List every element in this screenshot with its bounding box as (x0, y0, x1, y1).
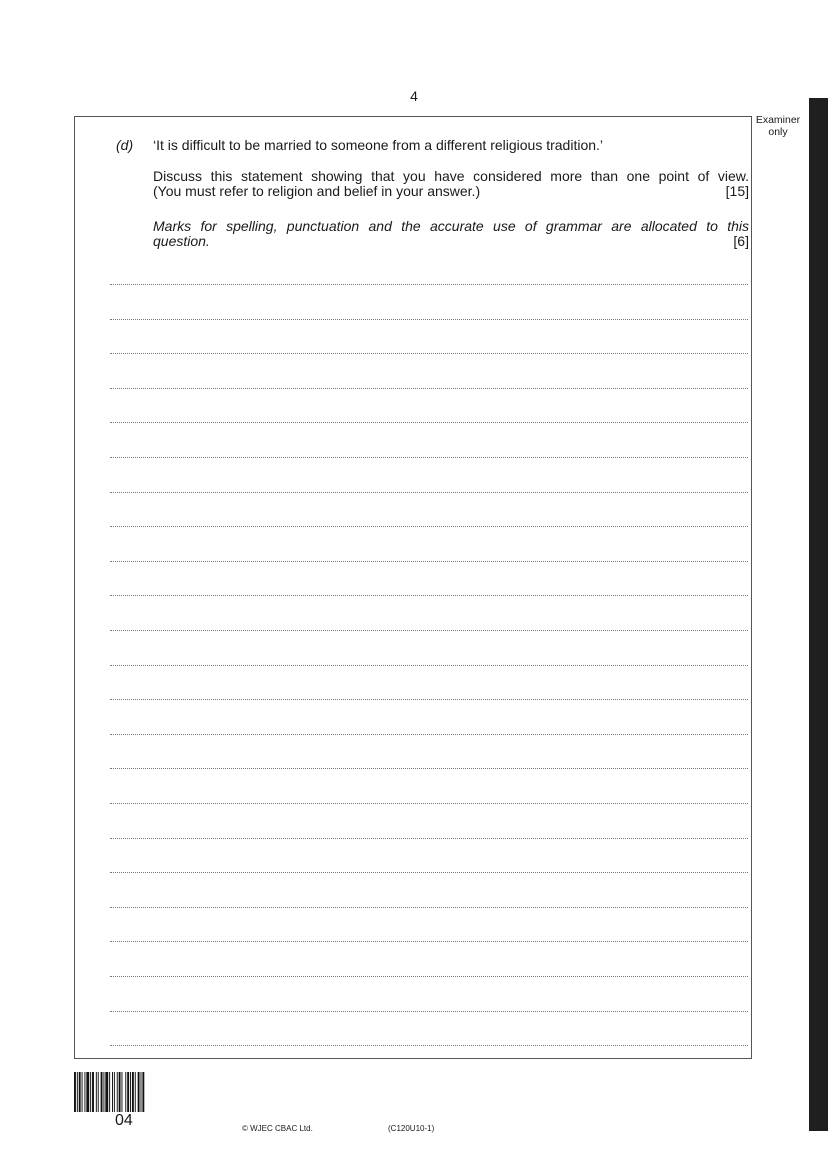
instruction-marks: [15] (725, 183, 749, 199)
barcode-bar (142, 1072, 144, 1112)
answer-line[interactable] (110, 838, 748, 839)
answer-line[interactable] (110, 526, 748, 527)
answer-line[interactable] (110, 976, 748, 977)
spag-marks: [6] (733, 233, 749, 249)
examiner-only-label: Examiner only (755, 114, 801, 138)
answer-line[interactable] (110, 561, 748, 562)
barcode-bar (130, 1072, 131, 1112)
answer-line[interactable] (110, 457, 748, 458)
barcode-bar (92, 1072, 94, 1112)
barcode-bar (117, 1072, 118, 1112)
barcode-icon (74, 1072, 174, 1112)
instruction-line-2: (You must refer to religion and belief in your answer.) (153, 183, 481, 199)
barcode-bar (105, 1072, 108, 1112)
barcode-bar (109, 1072, 110, 1112)
answer-line[interactable] (110, 665, 748, 666)
answer-line[interactable] (110, 284, 748, 285)
answer-lines[interactable] (110, 0, 748, 1171)
barcode-bar (90, 1072, 91, 1112)
barcode-bar (103, 1072, 104, 1112)
barcode-bar (86, 1072, 89, 1112)
barcode-bar (135, 1072, 136, 1112)
answer-line[interactable] (110, 353, 748, 354)
answer-line[interactable] (110, 1011, 748, 1012)
answer-line[interactable] (110, 699, 748, 700)
answer-line[interactable] (110, 734, 748, 735)
spag-line-1: Marks for spelling, punctuation and the accurate use of grammar are allocated to this (153, 218, 749, 234)
barcode-bar (127, 1072, 129, 1112)
barcode-bar (119, 1072, 121, 1112)
barcode-bar (101, 1072, 103, 1112)
barcode-bar (125, 1072, 126, 1112)
answer-line[interactable] (110, 595, 748, 596)
barcode-bar (77, 1072, 78, 1112)
answer-line[interactable] (110, 907, 748, 908)
barcode-bar (132, 1072, 134, 1112)
question-label: (d) (116, 137, 134, 153)
copyright-text: © WJEC CBAC Ltd. (242, 1124, 313, 1133)
barcode-bar (114, 1072, 115, 1112)
barcode-bar (84, 1072, 85, 1112)
barcode-bar (82, 1072, 83, 1112)
barcode-bar (122, 1072, 123, 1112)
barcode-bar (98, 1072, 99, 1112)
paper-code: (C120U10-1) (388, 1124, 435, 1133)
barcode-bar (138, 1072, 140, 1112)
answer-line[interactable] (110, 872, 748, 873)
answer-line[interactable] (110, 768, 748, 769)
answer-line[interactable] (110, 422, 748, 423)
barcode-bar (79, 1072, 81, 1112)
barcode-number: 04 (115, 1112, 133, 1129)
instruction-line-1: Discuss this statement showing that you have considered more than one point of view. (153, 168, 749, 184)
answer-line[interactable] (110, 388, 748, 389)
answer-line[interactable] (110, 492, 748, 493)
answer-line[interactable] (110, 630, 748, 631)
question-text: ‘It is difficult to be married to someone from a different religious tradition.’ (153, 137, 604, 153)
barcode-bar (112, 1072, 113, 1112)
barcode-bar (141, 1072, 142, 1112)
barcode-bar (74, 1072, 76, 1112)
answer-line[interactable] (110, 803, 748, 804)
answer-line[interactable] (110, 319, 748, 320)
spag-line-2: question. (153, 233, 210, 249)
side-black-bar (809, 98, 828, 1131)
answer-line[interactable] (110, 941, 748, 942)
answer-line[interactable] (110, 1045, 748, 1046)
barcode-bar (96, 1072, 97, 1112)
page-number: 4 (410, 88, 418, 104)
